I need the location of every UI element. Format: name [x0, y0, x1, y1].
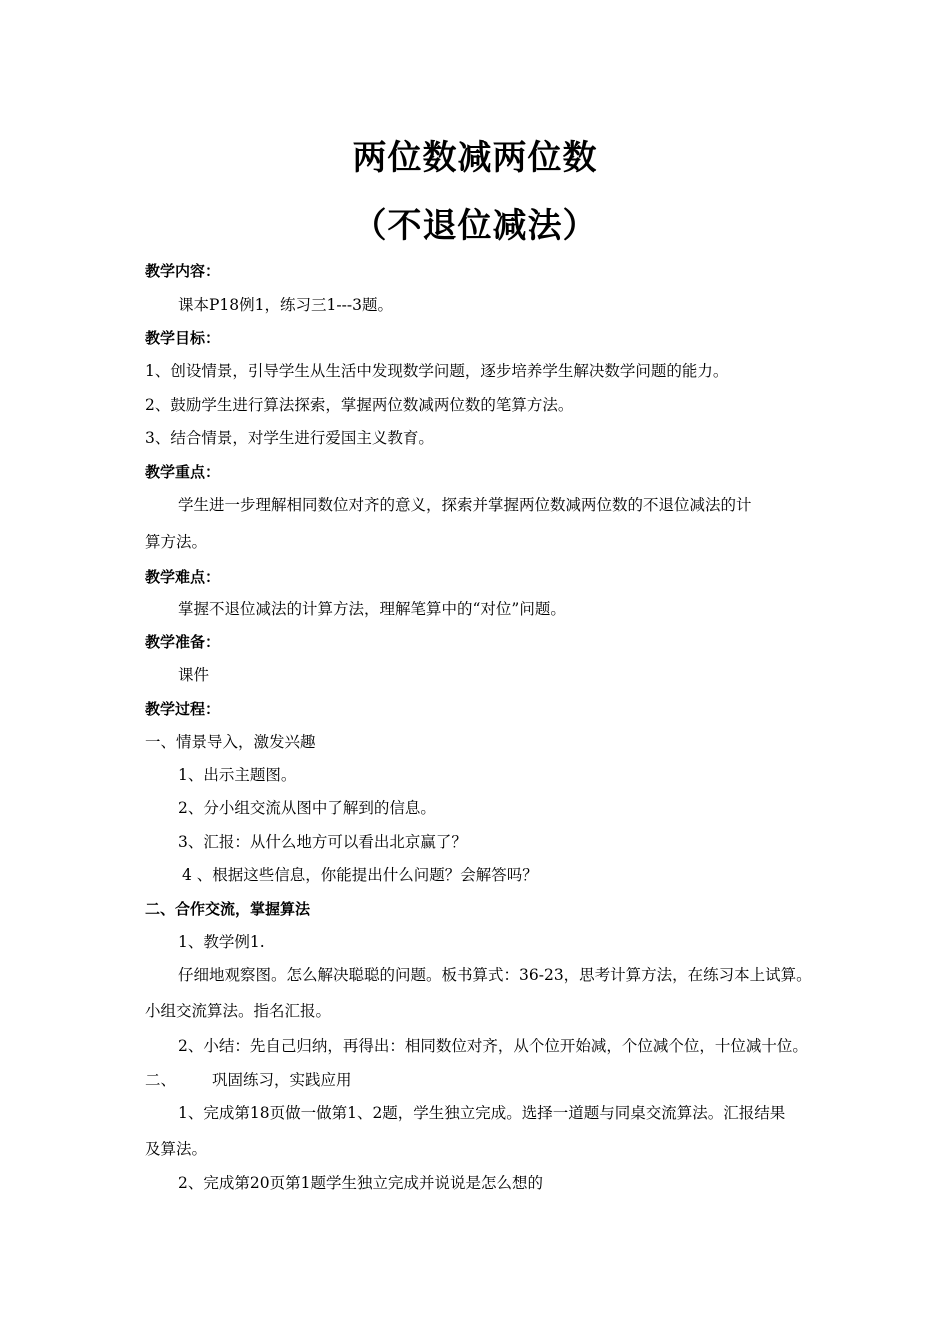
- difficult-text: 掌握不退位减法的计算方法，理解笔算中的“对位”问题。: [178, 600, 566, 618]
- section2-item: 1、教学例1.: [178, 933, 265, 951]
- section2-title: 二、合作交流，掌握算法: [145, 900, 311, 918]
- content-heading: 教学内容：: [145, 262, 221, 280]
- section1-item: 3、汇报：从什么地方可以看出北京赢了？: [178, 833, 467, 851]
- section3-item-line: 及算法。: [145, 1140, 208, 1158]
- section3-number: 二、: [145, 1071, 177, 1089]
- section2-paragraph-line: 小组交流算法。指名汇报。: [145, 1002, 332, 1020]
- section3-item-line: 1、完成第18页做一做第1、2题，学生独立完成。选择一道题与同桌交流算法。汇报结果: [178, 1104, 786, 1122]
- goal-item: 2、鼓励学生进行算法探索，掌握两位数减两位数的笔算方法。: [145, 396, 574, 414]
- section2-paragraph-line: 仔细地观察图。怎么解决聪聪的问题。板书算式：36-23，思考计算方法，在练习本上试算。: [178, 966, 812, 984]
- section3-item: 2、完成第20页第1题学生独立完成并说说是怎么想的: [178, 1174, 543, 1192]
- goal-item: 3、结合情景，对学生进行爱国主义教育。: [145, 429, 434, 447]
- goals-heading: 教学目标：: [145, 329, 221, 347]
- prep-heading: 教学准备：: [145, 633, 221, 651]
- key-text-line: 算方法。: [145, 533, 208, 551]
- section1-item: 2、分小组交流从图中了解到的信息。: [178, 799, 436, 817]
- section1-item: 1、出示主题图。: [178, 766, 297, 784]
- document-subtitle: （不退位减法）: [352, 206, 598, 246]
- key-text-line: 学生进一步理解相同数位对齐的意义，探索并掌握两位数减两位数的不退位减法的计: [178, 496, 752, 514]
- section1-item: 4 、根据这些信息，你能提出什么问题？会解答吗？: [182, 866, 538, 884]
- key-heading: 教学重点：: [145, 463, 221, 481]
- difficult-heading: 教学难点：: [145, 568, 221, 586]
- section2-summary: 2、小结：先自己归纳，再得出：相同数位对齐，从个位开始减，个位减个位，十位减十位。: [178, 1037, 808, 1055]
- goal-item: 1、创设情景，引导学生从生活中发现数学问题，逐步培养学生解决数学问题的能力。: [145, 362, 729, 380]
- prep-text: 课件: [178, 666, 210, 684]
- section3-title: 巩固练习，实践应用: [212, 1071, 352, 1089]
- section1-title: 一、情景导入，激发兴趣: [145, 733, 316, 751]
- content-text: 课本P18例1，练习三1---3题。: [178, 296, 393, 314]
- document-title: 两位数减两位数: [352, 138, 598, 178]
- process-heading: 教学过程：: [145, 700, 221, 718]
